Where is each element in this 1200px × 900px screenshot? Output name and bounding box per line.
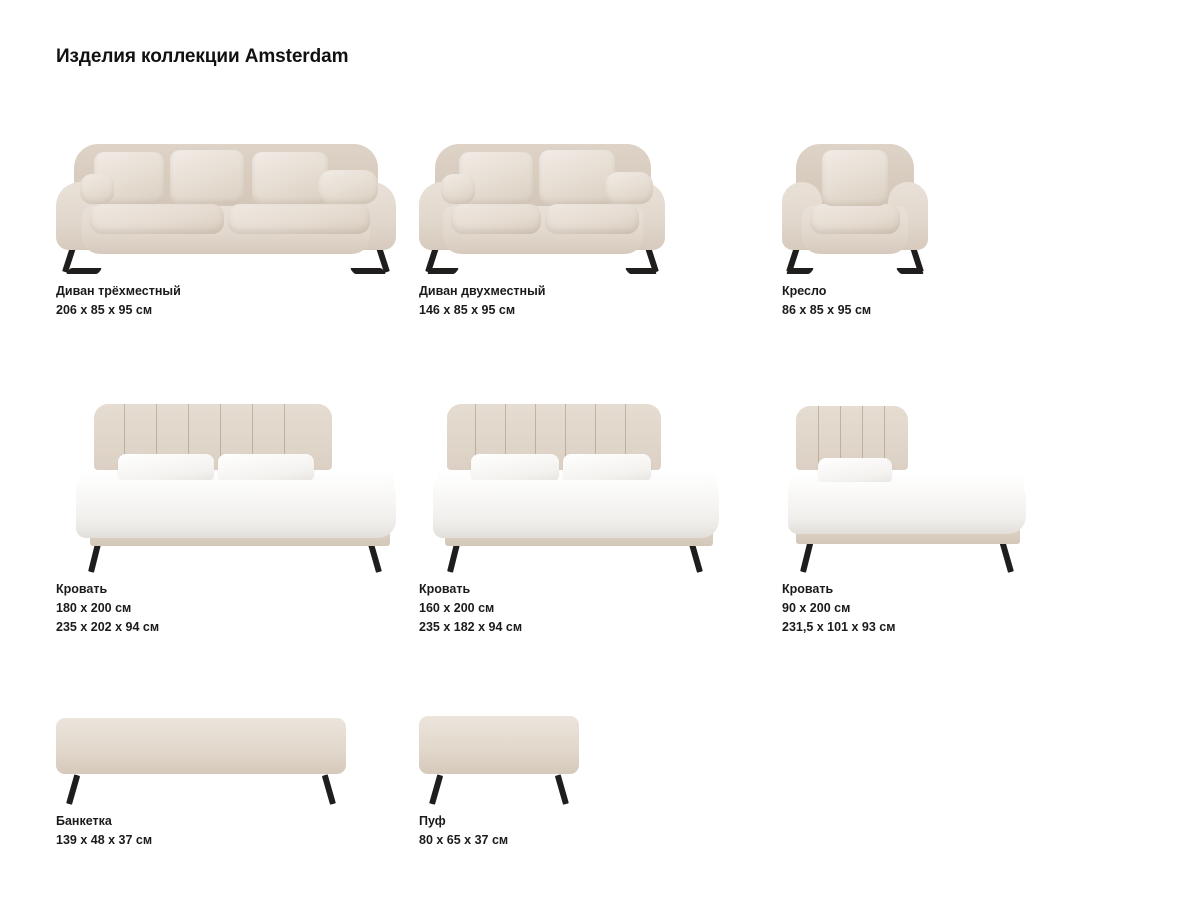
product-dimension-overall: 231,5 x 101 x 93 см <box>782 620 896 634</box>
product-name: Диван трёхместный <box>56 284 181 298</box>
product-image-sofa-3 <box>56 114 419 274</box>
product-dimension: 139 x 48 x 37 см <box>56 833 153 847</box>
product-image-armchair <box>782 114 1145 274</box>
product-image-bed-large <box>56 382 419 572</box>
product-dimension: 90 x 200 см <box>782 601 851 615</box>
product-name: Пуф <box>419 814 446 828</box>
product-name: Кровать <box>419 582 471 596</box>
product-caption <box>782 282 1145 320</box>
product-card-empty <box>782 699 1145 850</box>
product-row <box>56 382 1146 637</box>
product-dimension: 146 x 85 x 95 см <box>419 303 516 317</box>
product-card-armchair[interactable] <box>782 114 1145 320</box>
product-dimension: 160 x 200 см <box>419 601 495 615</box>
product-caption <box>56 282 419 320</box>
product-image-sofa-2 <box>419 114 782 274</box>
product-image-pouf <box>419 699 782 804</box>
product-card-bed-medium[interactable] <box>419 382 782 637</box>
product-image-bench <box>56 699 419 804</box>
product-caption <box>419 812 782 850</box>
product-name: Кресло <box>782 284 827 298</box>
product-name: Кровать <box>782 582 834 596</box>
product-card-sofa-2[interactable] <box>419 114 782 320</box>
product-dimension-overall: 235 x 202 x 94 см <box>56 620 160 634</box>
product-dimension-overall: 235 x 182 x 94 см <box>419 620 523 634</box>
product-image-bed-single <box>782 382 1145 572</box>
product-card-bed-single[interactable] <box>782 382 1145 637</box>
product-caption <box>782 580 1145 637</box>
product-image-bed-medium <box>419 382 782 572</box>
product-dimension: 80 x 65 x 37 см <box>419 833 509 847</box>
product-row <box>56 699 1146 850</box>
product-card-bed-large[interactable] <box>56 382 419 637</box>
product-card-sofa-3[interactable] <box>56 114 419 320</box>
product-dimension: 180 x 200 см <box>56 601 132 615</box>
product-caption <box>56 812 419 850</box>
product-name: Кровать <box>56 582 108 596</box>
product-grid <box>56 114 1144 850</box>
product-card-bench[interactable] <box>56 699 419 850</box>
product-row <box>56 114 1146 320</box>
product-dimension: 86 x 85 x 95 см <box>782 303 872 317</box>
product-caption <box>419 282 782 320</box>
product-card-pouf[interactable] <box>419 699 782 850</box>
product-name: Диван двухместный <box>419 284 546 298</box>
product-caption <box>419 580 782 637</box>
product-name: Банкетка <box>56 814 112 828</box>
product-dimension: 206 x 85 x 95 см <box>56 303 153 317</box>
page-title: Изделия коллекции Amsterdam <box>56 46 349 67</box>
product-caption <box>56 580 419 637</box>
